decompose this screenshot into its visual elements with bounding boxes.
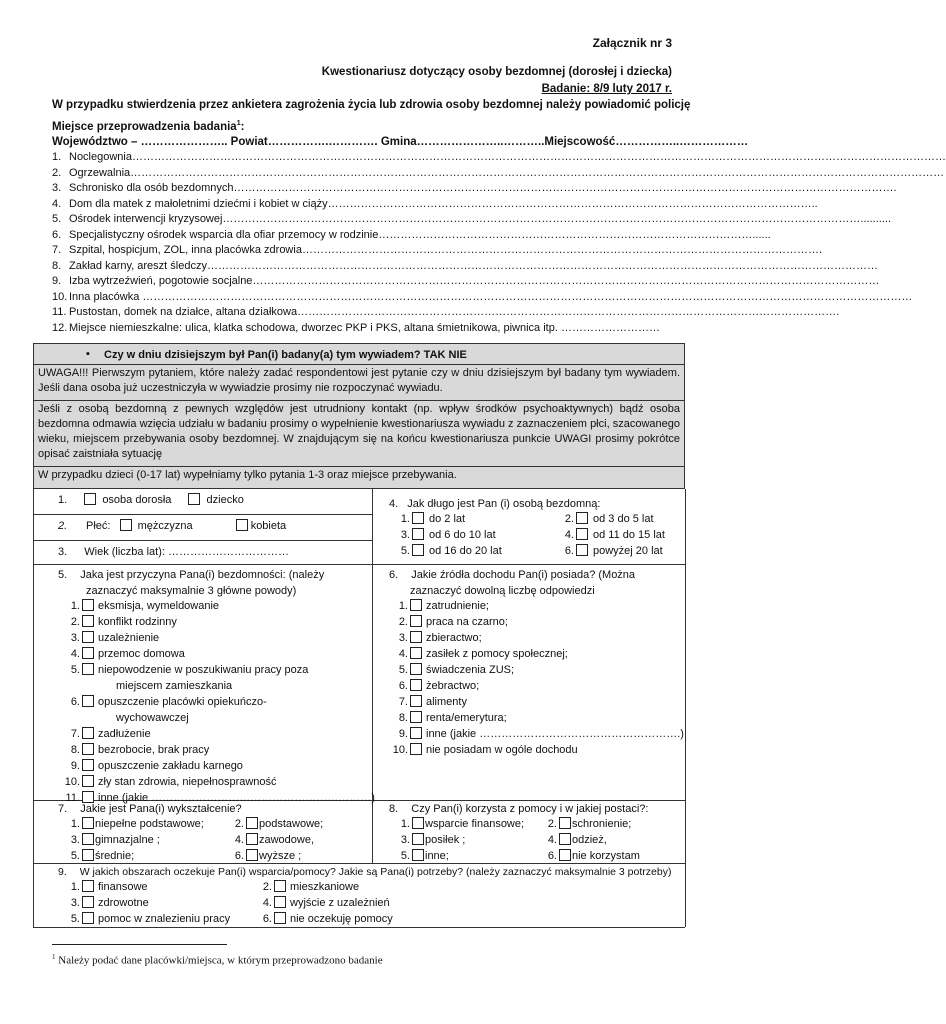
location-option-number: 11.	[52, 306, 67, 318]
q5-option	[64, 663, 308, 677]
q6-option-number: 4.	[398, 648, 408, 660]
q5-option	[64, 727, 151, 741]
q9-option-checkbox[interactable]	[82, 880, 94, 892]
q6-option	[392, 727, 684, 741]
location-option-number: 5.	[52, 213, 62, 225]
location-option[interactable]	[52, 166, 945, 180]
q4-option-label: do 2 lat	[429, 513, 466, 525]
q9-question	[58, 865, 671, 879]
q6-option-checkbox[interactable]	[410, 743, 422, 755]
q5-option-number: 8.	[70, 744, 80, 756]
location-option-number: 10.	[52, 290, 68, 303]
location-option-label: Ośrodek interwencji kryzysowej…………………………………………………………………………………………………………………………………………………………..........	[69, 213, 891, 225]
q4-option-checkbox[interactable]	[576, 544, 588, 556]
location-option[interactable]	[52, 322, 672, 335]
q5-label-line2: zaznaczyć maksymalnie 3 główne powody)	[86, 585, 297, 597]
q6-option-label: zbieractwo;	[426, 632, 482, 644]
q5-option-checkbox[interactable]	[82, 775, 94, 787]
police-warning: W przypadku stwierdzenia przez ankietera zagrożenia życia lub zdrowia osoby bezdomnej należy powiadomić policję	[52, 99, 691, 111]
location-option[interactable]	[52, 244, 822, 257]
q8-option-checkbox[interactable]	[559, 849, 571, 861]
q2-male-label: mężczyzna	[137, 520, 193, 532]
q6-option	[392, 663, 514, 677]
q3-age-field[interactable]: Wiek (liczba lat): ……………………………	[84, 546, 289, 558]
q9-option-checkbox[interactable]	[82, 896, 94, 908]
q8-option	[394, 817, 524, 831]
q8-number: 8.	[389, 803, 399, 815]
location-option-number: 1.	[52, 151, 62, 163]
q5-option-checkbox[interactable]	[82, 759, 94, 771]
q6-option-label: nie posiadam w ogóle dochodu	[426, 744, 578, 756]
q4-option-checkbox[interactable]	[576, 528, 588, 540]
q6-option-checkbox[interactable]	[410, 727, 422, 739]
location-option-label: Inna placówka …………………………………………………………………………………………………………………………………………………………………………………………	[69, 290, 913, 303]
q4-option	[394, 512, 465, 526]
q4-option-checkbox[interactable]	[576, 512, 588, 524]
q9-option-number: 4.	[262, 897, 272, 909]
q5-option-number: 1.	[70, 600, 80, 612]
q5-option-label: opuszczenie placówki opiekuńczo-	[98, 696, 267, 708]
q2-options	[86, 519, 286, 533]
q7-option-number: 2.	[234, 818, 244, 830]
q4-option-label: od 6 do 10 lat	[429, 529, 496, 541]
q9-option	[64, 912, 230, 926]
q6-option-label: zatrudnienie;	[426, 600, 489, 612]
q5-option-label: uzależnienie	[98, 632, 160, 644]
q9-option-label: nie oczekuję pomocy	[290, 913, 393, 925]
q1-number: 1.	[58, 494, 68, 506]
q1-child-checkbox[interactable]	[188, 493, 200, 505]
q9-option	[256, 880, 359, 894]
q7-number: 7.	[58, 803, 68, 815]
q5-option	[64, 631, 159, 645]
q4-option	[558, 512, 654, 526]
location-option[interactable]	[52, 275, 880, 288]
q8-option-number: 3.	[400, 834, 410, 846]
q6-option-label: żebractwo;	[426, 680, 480, 692]
q5-option-number: 10.	[64, 776, 80, 788]
q6-label-line1: Jakie źródła dochodu Pan(i) posiada? (Można	[411, 569, 636, 581]
q7-option	[228, 817, 323, 831]
q5-option-number: 2.	[70, 616, 80, 628]
footnote	[52, 953, 383, 967]
q7-question	[58, 802, 242, 816]
q7-option-number: 5.	[70, 850, 80, 862]
q9-option	[64, 896, 149, 910]
q5-option	[64, 695, 267, 709]
q9-option	[64, 880, 148, 894]
questionnaire-title: Kwestionariusz dotyczący osoby bezdomnej (dorosłej i dziecka)	[321, 66, 672, 78]
q7-option-checkbox[interactable]	[246, 833, 258, 845]
location-heading-text: Miejsce przeprowadzenia badania	[52, 120, 237, 133]
q6-option-checkbox[interactable]	[410, 615, 422, 627]
location-option-label: Pustostan, domek na działce, altana działkowa………………………………………………………………………………………………………………………………….	[69, 306, 840, 318]
q5-option-label: konflikt rodzinny	[98, 616, 177, 628]
location-heading-colon: :	[240, 120, 245, 133]
q4-option-number: 4.	[564, 529, 574, 541]
q6-question	[389, 568, 635, 582]
q6-option-checkbox[interactable]	[410, 599, 422, 611]
q7-label: Jakie jest Pana(i) wykształcenie?	[80, 803, 242, 815]
q5-option-label: zadłużenie	[98, 728, 151, 740]
q4-option-number: 3.	[400, 529, 410, 541]
q8-option-number: 4.	[547, 834, 557, 846]
q8-option-label: nie korzystam	[572, 850, 640, 862]
q9-option-number: 2.	[262, 881, 272, 893]
q1-adult-label: osoba dorosła	[102, 494, 172, 506]
q7-option-label: wyższe ;	[259, 850, 302, 862]
q5-option-number: 5.	[70, 664, 80, 676]
q8-option-label: posiłek ;	[425, 834, 466, 846]
q8-option-checkbox[interactable]	[412, 849, 424, 861]
q5-number: 5.	[58, 569, 68, 581]
q6-option-number: 1.	[398, 600, 408, 612]
footnote-text: Należy podać dane placówki/miejsca, w którym przeprowadzono badanie	[58, 954, 383, 967]
location-option-number: 6.	[52, 228, 62, 241]
q6-option-number: 6.	[398, 680, 408, 692]
q4-option-number: 2.	[564, 513, 574, 525]
location-option-label: Schronisko dla osób bezdomnych……………………………………………………………………………………………………………………………………………………………….	[69, 182, 897, 194]
q8-option-label: inne;	[425, 850, 449, 862]
q6-option-number: 7.	[398, 696, 408, 708]
q5-option	[64, 615, 177, 629]
q6-option-checkbox[interactable]	[410, 711, 422, 723]
location-option[interactable]	[52, 259, 878, 273]
q8-label: Czy Pan(i) korzysta z pomocy i w jakiej postaci?:	[411, 803, 649, 815]
q3-row	[58, 545, 289, 559]
bullet-icon: ▪	[86, 348, 90, 360]
q9-option-checkbox[interactable]	[274, 896, 286, 908]
intro-note-1: UWAGA!!! Pierwszym pytaniem, które należy zadać respondentowi jest pytanie czy w dniu dzisiejszym był badany tym wywiadem. Jeśli dana osoba już uczestniczyła w wywiadzie prosimy nie rozpoczynać wywiadu.	[38, 367, 680, 394]
location-option-label: Szpital, hospicjum, ZOL, inna placówka zdrowia…………………………………………………………………………………………………………………………….	[69, 244, 822, 256]
q5-option	[64, 759, 243, 773]
q6-option-label: alimenty	[426, 696, 467, 708]
location-option[interactable]	[52, 306, 840, 319]
q9-option-label: pomoc w znalezieniu pracy	[98, 913, 231, 925]
q7-option	[64, 833, 160, 847]
q6-option	[392, 615, 508, 629]
location-option[interactable]	[52, 228, 771, 242]
q6-option-label: praca na czarno;	[426, 616, 508, 628]
q9-option-label: wyjście z uzależnień	[290, 897, 390, 909]
q8-option-checkbox[interactable]	[559, 833, 571, 845]
footnote-number: 1	[52, 953, 56, 961]
q5-option-checkbox[interactable]	[82, 615, 94, 627]
q1-child-label: dziecko	[206, 494, 244, 506]
footnote-ref: 1	[236, 120, 241, 127]
q6-option-number: 5.	[398, 664, 408, 676]
q5-label-line1: Jaka jest przyczyna Pana(i) bezdomności: (należy	[80, 569, 325, 581]
q5-option	[64, 647, 185, 661]
q9-option-checkbox[interactable]	[274, 912, 286, 924]
location-option[interactable]	[52, 290, 913, 304]
q9-option-checkbox[interactable]	[274, 880, 286, 892]
intro-note-2: Jeśli z osobą bezdomną z pewnych względów jest utrudniony kontakt (np. wpływ środków psychoaktywnych) bądź osoba bezdomna odmawia wzięcia udziału w badaniu prosimy o wypełnienie kwestionariusza wywiadu z zaznaczeniem płci, szacowanego wieku, miejscem przebywania osoby bezdomnej. W znajdującym się na końcu kwestionariusza punkcie UWAGI prosimy pokrótce opisać zaistniała sytuację	[38, 403, 680, 460]
q7-option-number: 4.	[234, 834, 244, 846]
q5-option	[64, 775, 277, 789]
q7-option-checkbox[interactable]	[82, 849, 94, 861]
q6-option-number: 8.	[398, 712, 408, 724]
q4-option-label: powyżej 20 lat	[593, 545, 663, 557]
q7-option-label: niepełne podstawowe;	[95, 818, 204, 830]
location-option-label: Dom dla matek z małoletnimi dziećmi i kobiet w ciąży……………………………………………………………………………………………………………………..	[69, 197, 818, 210]
q8-option-checkbox[interactable]	[559, 817, 571, 829]
q9-label: W jakich obszarach oczekuje Pan(i) wsparcia/pomocy? Jakie są Pana(i) potrzeby? (należy zaznaczyć maksymalnie 3 potrzeby)	[79, 866, 672, 878]
q5-option-label: opuszczenie zakładu karnego	[98, 760, 243, 772]
location-option-label: Izba wytrzeźwień, pogotowie socjalne………………………………………………………………………………………………………………………………………………………	[69, 275, 880, 287]
q2-female-checkbox[interactable]	[236, 519, 248, 531]
q5-option-number: 3.	[70, 632, 80, 644]
q9-option-number: 5.	[70, 913, 80, 925]
q8-option	[541, 833, 607, 847]
q8-option-number: 2.	[547, 818, 557, 830]
q9-option-number: 3.	[70, 897, 80, 909]
q6-option-checkbox[interactable]	[410, 663, 422, 675]
survey-date: Badanie: 8/9 luty 2017 r.	[541, 83, 672, 95]
q5-option	[64, 599, 219, 613]
location-option-label: Miejsce niemieszkalne: ulica, klatka schodowa, dworzec PKP i PKS, altana śmietnikowa, piwnica itp. ………………………	[69, 321, 660, 334]
q4-option-checkbox[interactable]	[412, 544, 424, 556]
q7-option-checkbox[interactable]	[246, 849, 258, 861]
q6-option	[392, 743, 578, 757]
q5-option-continuation: miejscem zamieszkania	[116, 680, 233, 692]
q8-option-checkbox[interactable]	[412, 833, 424, 845]
q7-option-number: 3.	[70, 834, 80, 846]
q6-option-label: zasiłek z pomocy społecznej;	[426, 648, 568, 660]
q9-option	[256, 896, 390, 910]
q4-option-label: od 11 do 15 lat	[593, 529, 665, 541]
q7-option-label: średnie;	[95, 850, 135, 862]
location-option-number: 9.	[52, 275, 62, 287]
q5-option-checkbox[interactable]	[82, 647, 94, 659]
q5-option-checkbox[interactable]	[82, 695, 94, 707]
q8-option-number: 6.	[547, 850, 557, 862]
q7-option	[228, 849, 301, 863]
q5-option-label: przemoc domowa	[98, 648, 185, 660]
q5-option-checkbox[interactable]	[82, 663, 94, 675]
q2-female-label: kobieta	[250, 520, 287, 532]
q5-option-number: 7.	[70, 728, 80, 740]
q3-number: 3.	[58, 546, 68, 558]
q4-option	[558, 528, 665, 542]
q9-option-label: zdrowotne	[98, 897, 149, 909]
q8-option-label: odzież,	[572, 834, 607, 846]
q7-option-checkbox[interactable]	[246, 817, 258, 829]
q7-option-checkbox[interactable]	[82, 817, 94, 829]
q5-option-number: 4.	[70, 648, 80, 660]
q8-option-label: wsparcie finansowe;	[425, 818, 525, 830]
q4-option	[394, 528, 496, 542]
q5-option-checkbox[interactable]	[82, 727, 94, 739]
q7-option-number: 1.	[70, 818, 80, 830]
q8-option	[394, 849, 449, 863]
q4-option	[558, 544, 663, 558]
q4-question	[389, 497, 600, 511]
location-heading	[52, 120, 244, 133]
q4-option-checkbox[interactable]	[412, 528, 424, 540]
q6-option	[392, 679, 479, 693]
already-surveyed-question[interactable]: Czy w dniu dzisiejszym był Pan(i) badany(a) tym wywiadem? TAK NIE	[104, 349, 467, 361]
q7-option-number: 6.	[234, 850, 244, 862]
intro-note-3: W przypadku dzieci (0-17 lat) wypełniamy tylko pytania 1-3 oraz miejsce przebywania.	[38, 469, 457, 481]
q9-option	[256, 912, 393, 926]
q5-option-number: 11.	[65, 792, 80, 804]
q2-row	[58, 519, 67, 533]
location-option-number: 7.	[52, 244, 62, 256]
q5-option-label: niepowodzenie w poszukiwaniu pracy poza	[98, 664, 309, 676]
q7-option-label: zawodowe,	[259, 834, 315, 846]
q8-option	[541, 817, 631, 831]
q6-option	[392, 631, 482, 645]
q6-option-checkbox[interactable]	[410, 695, 422, 707]
q6-number: 6.	[389, 569, 399, 581]
q9-option-label: finansowe	[98, 881, 148, 893]
q1-row	[58, 493, 244, 507]
q7-option	[64, 817, 204, 831]
q5-option-checkbox[interactable]	[82, 743, 94, 755]
q5-option-label: bezrobocie, brak pracy	[98, 744, 210, 756]
location-option-label: Noclegownia……………………………………………………………………………………………………………………………………………………………………………………………………	[69, 151, 946, 163]
q6-option-number: 9.	[398, 728, 408, 740]
attachment-label: Załącznik nr 3	[592, 36, 672, 50]
q8-option	[541, 849, 640, 863]
q6-option	[392, 711, 507, 725]
q5-option	[64, 743, 209, 757]
q4-label: Jak długo jest Pan (i) osobą bezdomną:	[407, 498, 601, 510]
location-option-label: Specjalistyczny ośrodek wsparcia dla ofiar przemocy w rodzinie…………………………………………………………………………………………......	[69, 228, 771, 241]
q5-option-label: eksmisja, wymeldowanie	[98, 600, 220, 612]
q7-option	[64, 849, 134, 863]
q6-option-checkbox[interactable]	[410, 631, 422, 643]
location-option-number: 4.	[52, 197, 62, 210]
q9-option-number: 6.	[262, 913, 272, 925]
q4-option-label: od 3 do 5 lat	[593, 513, 654, 525]
location-option-number: 8.	[52, 259, 62, 272]
q9-option-label: mieszkaniowe	[290, 881, 360, 893]
q4-option-label: od 16 do 20 lat	[429, 545, 502, 557]
q7-option-label: gimnazjalne ;	[95, 834, 160, 846]
q4-option-number: 5.	[400, 545, 410, 557]
q2-number: 2.	[58, 520, 68, 532]
q5-option-number: 6.	[70, 696, 80, 708]
q8-question	[389, 802, 648, 816]
q7-option-checkbox[interactable]	[82, 833, 94, 845]
q8-option-label: schronienie;	[572, 818, 632, 830]
location-option[interactable]	[52, 182, 897, 195]
q6-option-number: 2.	[398, 616, 408, 628]
location-option[interactable]	[52, 213, 891, 226]
q9-option-checkbox[interactable]	[82, 912, 94, 924]
q6-option	[392, 599, 489, 613]
q6-option	[392, 695, 467, 709]
q6-option-number: 10.	[392, 744, 408, 756]
region-line[interactable]: Województwo – ………………….. Powiat…………….…………. Gmina…………………..………..Miejscowość……………..………………	[52, 136, 749, 148]
q9-option-number: 1.	[70, 881, 80, 893]
q4-option-checkbox[interactable]	[412, 512, 424, 524]
footnote-divider	[52, 944, 227, 945]
q8-option	[394, 833, 465, 847]
q6-option-number: 3.	[398, 632, 408, 644]
q6-option-label: inne (jakie ……………………………………………….)	[426, 728, 684, 740]
location-option[interactable]	[52, 197, 818, 211]
q8-option-number: 5.	[400, 850, 410, 862]
q5-option-checkbox[interactable]	[82, 631, 94, 643]
location-option[interactable]	[52, 151, 946, 164]
q6-option-label: świadczenia ZUS;	[426, 664, 515, 676]
q7-option	[228, 833, 314, 847]
q6-option-label: renta/emerytura;	[426, 712, 507, 724]
q1-adult-checkbox[interactable]	[84, 493, 96, 505]
q6-label-line2: zaznaczyć dowolną liczbę odpowiedzi	[410, 585, 595, 597]
q2-label: Płeć:	[86, 520, 111, 532]
q7-option-label: podstawowe;	[259, 818, 324, 830]
q6-option	[392, 647, 568, 661]
q2-male-checkbox[interactable]	[120, 519, 132, 531]
q4-option-number: 6.	[564, 545, 574, 557]
q5-option-label: zły stan zdrowia, niepełnosprawność	[98, 776, 277, 788]
q5-option-number: 9.	[70, 760, 80, 772]
q8-option-number: 1.	[400, 818, 410, 830]
q9-number: 9.	[58, 866, 67, 878]
q5-question	[58, 568, 324, 582]
location-option-label: Zakład karny, areszt śledczy…………………………………………………………………………………………………………………………………………………………………	[69, 259, 878, 272]
q8-option-checkbox[interactable]	[412, 817, 424, 829]
q5-option-continuation: wychowawczej	[116, 712, 189, 724]
q6-option-checkbox[interactable]	[410, 647, 422, 659]
location-option-label: Ogrzewalnia……………………………………………………………………………………………………………………………………………………………………………………………………	[69, 166, 945, 179]
location-option-number: 2.	[52, 166, 62, 179]
q4-option	[394, 544, 502, 558]
location-option-number: 12.	[52, 321, 68, 334]
q4-option-number: 1.	[400, 513, 410, 525]
q5-option-checkbox[interactable]	[82, 599, 94, 611]
q4-number: 4.	[389, 498, 399, 510]
location-option-number: 3.	[52, 182, 62, 194]
q5-option-label: inne (jakie ……………………………………………………)	[98, 792, 375, 804]
q6-option-checkbox[interactable]	[410, 679, 422, 691]
